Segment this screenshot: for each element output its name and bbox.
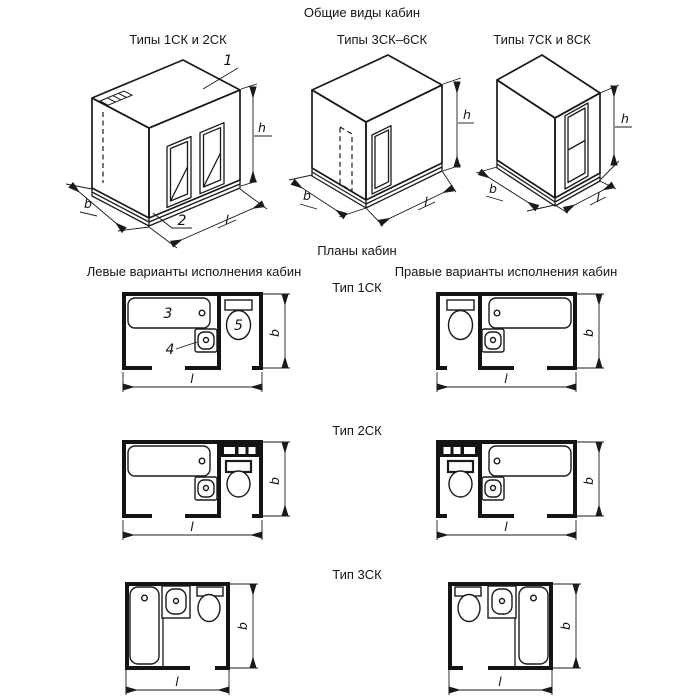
dim-l-label: l: [498, 674, 502, 689]
washbasin: [482, 477, 504, 500]
toilet: [197, 587, 223, 622]
dim-b-label: b: [581, 329, 596, 337]
door-right: [200, 123, 224, 194]
bathtub: [130, 587, 159, 664]
dimension-l: [366, 171, 456, 226]
callout-washbasin: [166, 342, 197, 358]
callout-1-label: 1: [223, 53, 233, 69]
right-variants-header: Правые варианты исполнения кабин: [394, 264, 618, 279]
dim-l-label: l: [225, 212, 229, 227]
door-left: [167, 137, 191, 208]
callout-roof-panel: [203, 53, 238, 89]
dimension-h: [600, 85, 632, 180]
dimension-b: [66, 184, 149, 231]
plan-1sk-left-drawing: [112, 288, 304, 398]
washbasin: [162, 586, 190, 618]
dim-b-label: b: [267, 477, 282, 485]
toilet: [447, 300, 474, 340]
dimension-l: [437, 519, 576, 540]
plan-2sk-right-drawing: [426, 436, 618, 546]
plans-title: Планы кабин: [317, 243, 397, 258]
plinth-base: [312, 163, 442, 208]
dimension-l: [449, 670, 552, 695]
washbasin: [488, 586, 516, 618]
type-2sk-label: Тип 2СК: [332, 423, 382, 438]
callout-bath-label: 3: [163, 306, 173, 322]
toilet: [455, 587, 481, 622]
washbasin: [195, 477, 217, 500]
dim-l-label: l: [596, 190, 600, 205]
dim-b-label: b: [84, 196, 92, 211]
dim-l-label: l: [190, 519, 194, 534]
dimension-l: [126, 670, 229, 695]
bathtub: [489, 446, 571, 476]
dimension-b: [263, 442, 290, 516]
dim-h-label: h: [258, 120, 266, 135]
plan-2sk-left-drawing: [112, 436, 304, 546]
plan-3sk-right-drawing: [435, 575, 595, 700]
dimension-h: [241, 84, 272, 186]
door: [565, 103, 588, 189]
dim-b-label: b: [558, 622, 573, 630]
dim-b-label: b: [267, 329, 282, 337]
dim-b-label: b: [235, 622, 250, 630]
cabin-box: [312, 55, 442, 200]
isometric-view-1-drawing: [60, 52, 280, 252]
toilet: [448, 461, 473, 497]
dim-h-label: h: [463, 107, 471, 122]
dim-l-label: l: [175, 674, 179, 689]
door: [372, 126, 391, 194]
toilet: [226, 461, 251, 497]
callout-base: [153, 213, 192, 229]
dim-b-label: b: [581, 477, 596, 485]
dim-b-label: b: [303, 188, 311, 203]
view3-label: Типы 7СК и 8СК: [493, 32, 591, 47]
dim-l-label: l: [504, 519, 508, 534]
callout-washbasin-label: 4: [165, 342, 175, 358]
callout-2-label: 2: [177, 213, 187, 229]
type-1sk-label: Тип 1СК: [332, 280, 382, 295]
dimension-l: [123, 371, 262, 392]
hidden-door-outline: [340, 127, 352, 191]
dimension-b: [577, 442, 604, 516]
dimension-b: [577, 294, 604, 368]
vent-blocks: [221, 444, 259, 457]
dimension-b: [263, 294, 290, 368]
dimension-b: [553, 584, 581, 668]
bathtub: [489, 298, 571, 328]
page-title: Общие виды кабин: [303, 5, 421, 20]
left-variants-header: Левые варианты исполнения кабин: [86, 264, 302, 279]
bathtub: [128, 446, 210, 476]
dimension-l: [123, 519, 262, 540]
isometric-view-3-drawing: [475, 53, 655, 243]
isometric-view-2-drawing: [285, 53, 477, 238]
washbasin: [482, 329, 504, 352]
callout-toilet-label: 5: [234, 318, 243, 334]
dim-l-label: l: [424, 194, 428, 209]
cabin-box: [92, 60, 240, 218]
dim-l-label: l: [190, 371, 194, 386]
type-3sk-label: Тип 3СК: [332, 567, 382, 582]
dimension-b: [230, 584, 258, 668]
dim-b-label: b: [489, 181, 497, 196]
dimension-l: [437, 371, 576, 392]
plan-1sk-right-drawing: [426, 288, 618, 398]
view2-label: Типы 3СК–6СК: [336, 32, 428, 47]
view1-label: Типы 1СК и 2СК: [129, 32, 227, 47]
dimension-h: [443, 78, 474, 171]
dim-h-label: h: [621, 111, 629, 126]
plan-3sk-left-drawing: [112, 575, 272, 700]
washbasin: [195, 329, 217, 352]
bathtub: [519, 587, 548, 664]
dim-l-label: l: [504, 371, 508, 386]
dimension-b: [476, 167, 555, 211]
vent-blocks: [440, 444, 478, 457]
